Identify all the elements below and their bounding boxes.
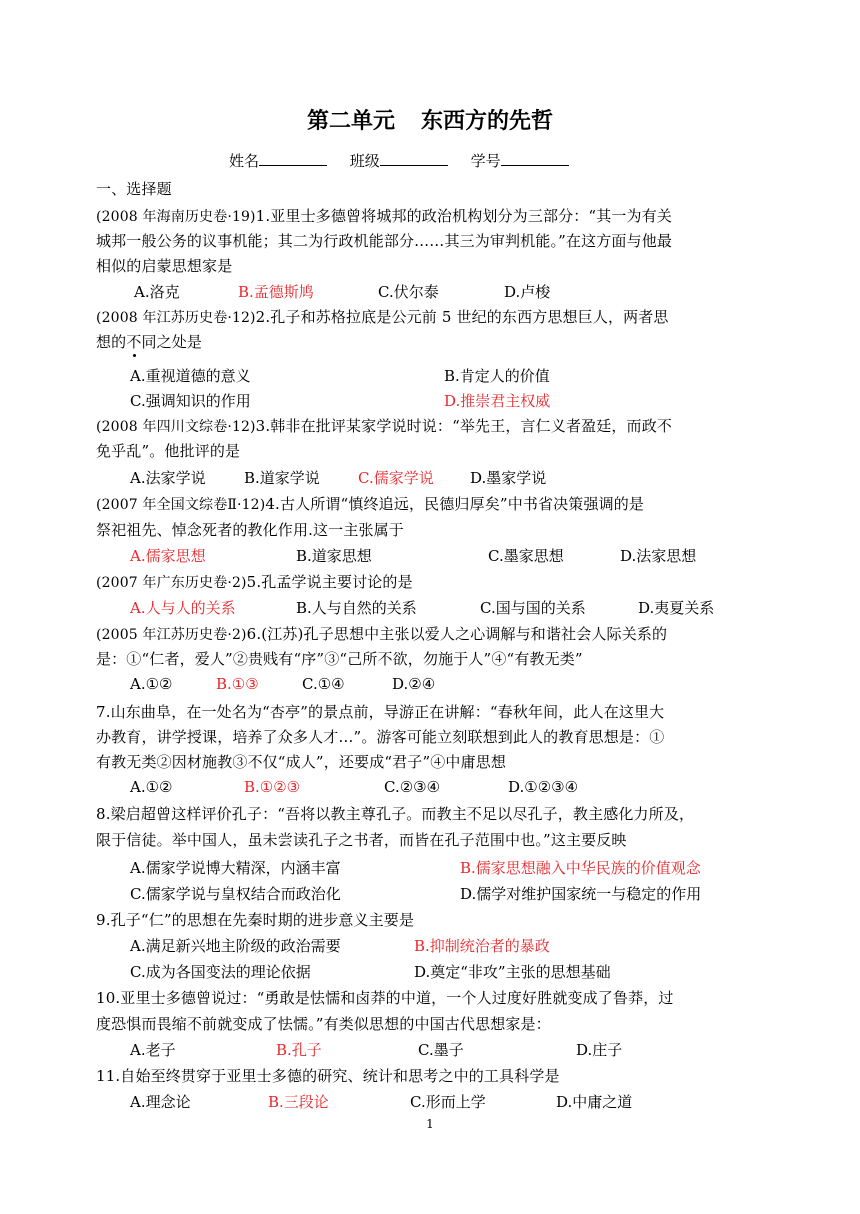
question-3-option-d: D.墨家学说 — [470, 469, 547, 487]
question-2-line-1: (2008 年江苏历史卷·12)2.孔子和苏格拉底是公元前 5 世纪的东西方思想巨人，两者思 — [96, 308, 669, 326]
question-1-option-a: A.洛克 — [134, 283, 180, 301]
question-9-option-d: D.奠定“非攻”主张的思想基础 — [414, 963, 611, 981]
emphasis-dot: 不 — [126, 333, 142, 351]
question-9-option-a: A.满足新兴地主阶级的政治需要 — [130, 937, 341, 955]
question-11-option-d: D.中庸之道 — [556, 1093, 633, 1111]
page-number: 1 — [426, 1117, 434, 1131]
question-7-option-b: B.①②③ — [244, 778, 301, 796]
question-2-option-b: B.肯定人的价值 — [444, 367, 550, 385]
question-9-line-1: 9.孔子“仁”的思想在先秦时期的进步意义主要是 — [96, 911, 415, 929]
question-4-option-b: B.道家思想 — [296, 547, 372, 565]
question-3-option-c: C.儒家学说 — [358, 469, 434, 487]
name-label: 姓名 — [229, 152, 260, 170]
question-9-option-b: B.抑制统治者的暴政 — [414, 937, 550, 955]
question-3-option-a: A.法家学说 — [130, 469, 206, 487]
question-8-option-d: D.儒学对维护国家统一与稳定的作用 — [460, 885, 702, 903]
question-4-line-2: 祭祀祖先、悼念死者的教化作用.这一主张属于 — [96, 521, 404, 539]
question-10-option-d: D.庄子 — [576, 1041, 623, 1059]
question-4-option-d: D.法家思想 — [620, 547, 697, 565]
question-2-option-c: C.强调知识的作用 — [130, 392, 251, 410]
question-6-option-a: A.①② — [130, 675, 173, 693]
question-5-option-d: D.夷夏关系 — [638, 599, 715, 617]
question-1-line-2: 城邦一般公务的议事机能；其二为行政机能部分……其三为审判机能。”在这方面与他最 — [96, 232, 673, 250]
question-9-option-c: C.成为各国变法的理论依据 — [130, 963, 311, 981]
question-7-option-a: A.①② — [130, 778, 173, 796]
id-label: 学号 — [470, 152, 501, 170]
question-1-option-b: B.孟德斯鸠 — [238, 283, 314, 301]
class-blank[interactable] — [380, 150, 448, 166]
question-11-line-1: 11.自始至终贯穿于亚里士多德的研究、统计和思考之中的工具科学是 — [96, 1067, 560, 1085]
question-11-option-c: C.形而上学 — [410, 1093, 486, 1111]
question-1-line-3: 相似的启蒙思想家是 — [96, 257, 233, 275]
page-title: 第二单元 东西方的先哲 — [306, 109, 554, 134]
question-1-option-c: C.伏尔泰 — [378, 283, 439, 301]
question-2-option-a: A.重视道德的意义 — [130, 367, 251, 385]
question-3-line-2: 免乎乱”。他批评的是 — [96, 442, 241, 460]
question-1-option-d: D.卢梭 — [504, 283, 551, 301]
question-1-line-1: (2008 年海南历史卷·19)1.亚里士多德曾将城邦的政治机构划分为三部分：“其一为有关 — [96, 207, 673, 225]
question-5-option-a: A.人与人的关系 — [130, 599, 236, 617]
question-4-option-a: A.儒家思想 — [130, 547, 206, 565]
student-info-line — [229, 150, 587, 171]
question-4-option-c: C.墨家思想 — [488, 547, 564, 565]
question-8-option-c: C.儒家学说与皇权结合而政治化 — [130, 885, 341, 903]
question-4-line-1: (2007 年全国文综卷Ⅱ·12)4.古人所谓“慎终追远，民德归厚矣”中书省决策强调的是 — [96, 495, 645, 513]
question-7-option-c: C.②③④ — [384, 778, 441, 796]
question-10-option-a: A.老子 — [130, 1041, 176, 1059]
question-10-line-2: 度恐惧而畏缩不前就变成了怯懦。”有类似思想的中国古代思想家是： — [96, 1015, 551, 1033]
question-6-line-2: 是：①“仁者，爱人”②贵贱有“序”③“己所不欲，勿施于人”④“有教无类” — [96, 650, 583, 668]
question-10-option-b: B.孔子 — [276, 1041, 322, 1059]
question-5-option-c: C.国与国的关系 — [480, 599, 586, 617]
question-11-option-b: B.三段论 — [268, 1093, 329, 1111]
question-2-option-d: D.推崇君主权威 — [444, 392, 551, 410]
question-2-line-2: 想的不同之处是 — [96, 333, 203, 351]
question-7-line-3: 有教无类②因材施教③不仅“成人”，还要成“君子”④中庸思想 — [96, 753, 507, 771]
question-6-option-c: C.①④ — [302, 675, 345, 693]
question-5-option-b: B.人与自然的关系 — [296, 599, 417, 617]
name-blank[interactable] — [259, 150, 327, 166]
question-3-option-b: B.道家学说 — [244, 469, 320, 487]
question-5-line-1: (2007 年广东历史卷·2)5.孔孟学说主要讨论的是 — [96, 573, 413, 591]
question-7-option-d: D.①②③④ — [508, 778, 579, 796]
question-8-line-1: 8.梁启超曾这样评价孔子：“吾将以教主尊孔子。而教主不足以尽孔子，教主感化力所及， — [96, 805, 695, 823]
question-7-line-1: 7.山东曲阜，在一处名为“杏亭”的景点前，导游正在讲解：“春秋年间，此人在这里大 — [96, 703, 665, 721]
question-3-line-1: (2008 年四川文综卷·12)3.韩非在批评某家学说时说：“举先王，言仁义者盈廷，而政不 — [96, 417, 673, 435]
id-blank[interactable] — [501, 150, 569, 166]
question-6-option-b: B.①③ — [216, 675, 259, 693]
question-8-option-b: B.儒家思想融入中华民族的价值观念 — [460, 859, 701, 877]
question-8-line-2: 限于信徒。举中国人，虽未尝读孔子之书者，而皆在孔子范围中也。”这主要反映 — [96, 831, 627, 849]
class-label: 班级 — [349, 152, 380, 170]
question-8-option-a: A.儒家学说博大精深，内涵丰富 — [130, 859, 341, 877]
question-6-option-d: D.②④ — [392, 675, 436, 693]
question-6-line-1: (2005 年江苏历史卷·2)6.(江苏)孔子思想中主张以爱人之心调解与和谐社会人际关系的 — [96, 625, 668, 643]
question-10-line-1: 10.亚里士多德曾说过：“勇敢是怯懦和卤莽的中道，一个人过度好胜就变成了鲁莽，过 — [96, 989, 674, 1007]
question-7-line-2: 办教育，讲学授课，培养了众多人才…”。游客可能立刻联想到此人的教育思想是：① — [96, 728, 665, 746]
section-heading: 一、选择题 — [96, 180, 172, 198]
question-10-option-c: C.墨子 — [418, 1041, 464, 1059]
question-11-option-a: A.理念论 — [130, 1093, 191, 1111]
